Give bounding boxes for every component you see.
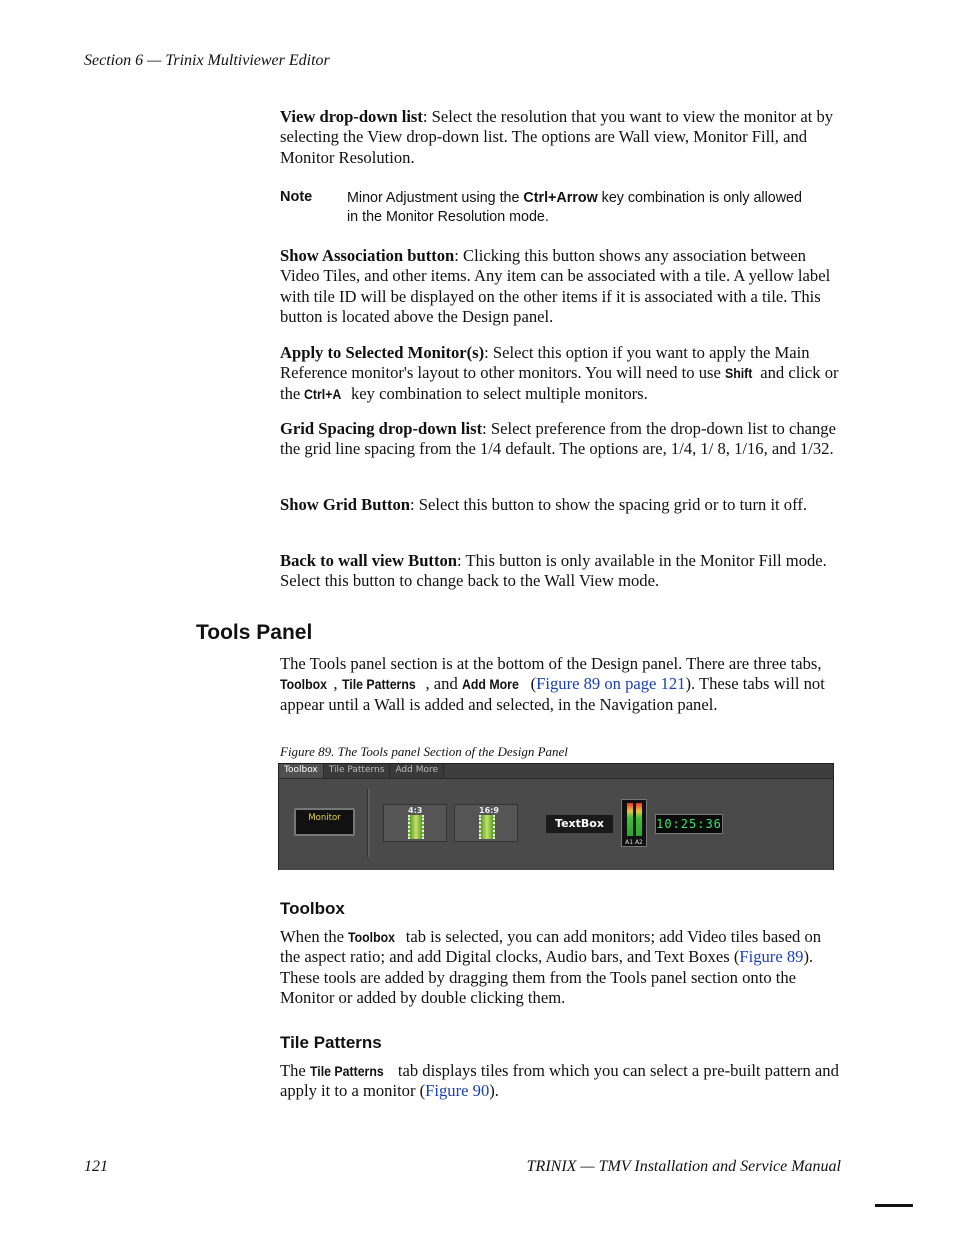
ui-tile-patterns: Tile Patterns xyxy=(341,676,416,693)
tools-panel-tabs xyxy=(279,764,444,778)
key-shift: Shift xyxy=(724,365,753,382)
monitor-tool-button[interactable] xyxy=(294,808,355,836)
video-tile-16-9-button[interactable] xyxy=(454,804,518,842)
textbox-tool-button[interactable]: TextBox xyxy=(546,815,613,833)
monitor-label: Monitor xyxy=(308,813,341,823)
toolbox-paragraph xyxy=(280,927,845,1008)
description: : Select preference from the drop-down list to change the grid line spacing from the 1/4 default. The options are, 1/4, 1/ 8, 1/16, and 1/32. xyxy=(280,419,836,459)
tools-panel-screenshot xyxy=(278,763,834,870)
note-text-part: Minor Adjustment using the xyxy=(347,190,524,206)
show-grid-paragraph xyxy=(280,495,845,515)
text: , xyxy=(333,674,342,694)
audio-bars-tool-button[interactable] xyxy=(621,799,647,847)
tile-ratio-label: 4:3 xyxy=(408,806,423,815)
term: Grid Spacing drop-down list xyxy=(280,419,483,438)
view-dropdown-paragraph xyxy=(280,107,845,168)
description: : Select the resolution that you want to view the monitor at by selecting the View drop-down list. The options are Wall view, Monitor Fill, and Monitor Resolution. xyxy=(280,107,834,167)
ui-add-more: Add More xyxy=(461,676,519,693)
text: tab displays tiles from which you can select a pre-built pattern and apply it to a monitor ( xyxy=(280,1061,839,1101)
key-combo: Ctrl+Arrow xyxy=(523,190,598,206)
description: : This button is only available in the Monitor Fill mode. Select this button to change back to the Wall View mode. xyxy=(280,551,827,591)
figure-89-link[interactable]: Figure 89 xyxy=(739,947,804,967)
term: Show Association button xyxy=(280,246,455,265)
show-association-paragraph xyxy=(280,246,845,327)
text: tab is selected, you can add monitors; add Video tiles based on the aspect ratio; and add Digital clocks, Audio bars, and Text Boxes ( xyxy=(280,927,822,967)
tab-tile-patterns[interactable]: Tile Patterns xyxy=(324,764,391,778)
term: View drop-down list xyxy=(280,107,423,126)
film-icon xyxy=(408,815,424,839)
figure-90-link[interactable]: Figure 90 xyxy=(425,1081,490,1101)
tile-patterns-paragraph xyxy=(280,1061,845,1102)
tab-toolbox[interactable]: Toolbox xyxy=(279,764,324,778)
note-text xyxy=(347,189,817,227)
description: key combination to select multiple monitors. xyxy=(346,383,648,403)
note-text-part: key combination is only allowed in the Monitor Resolution mode. xyxy=(347,190,802,225)
term: Back to wall view Button xyxy=(280,551,458,570)
text: ). xyxy=(489,1081,499,1101)
text: ( xyxy=(526,674,537,694)
audio-bar-icon xyxy=(627,803,633,836)
divider xyxy=(367,789,370,857)
ui-toolbox: Toolbox xyxy=(348,929,396,945)
subheading-toolbox: Toolbox xyxy=(280,899,345,918)
page-number: 121 xyxy=(84,1158,108,1175)
figure-caption: Figure 89. The Tools panel Section of the Design Panel xyxy=(280,744,568,759)
text: The Tools panel section is at the bottom of the Design panel. There are three tabs, xyxy=(280,654,822,673)
term: Show Grid Button xyxy=(280,495,411,514)
text: ). These tools are added by dragging them from the Tools panel section onto the Monitor or added by double clicking them. xyxy=(280,947,814,1007)
description: : Select this button to show the spacing grid or to turn it off. xyxy=(410,495,808,514)
tile-ratio-label: 16:9 xyxy=(479,806,499,815)
description: and click or the xyxy=(280,363,839,403)
audio-bar-icon xyxy=(636,803,642,836)
footer-title: TRINIX — TMV Installation and Service Manual xyxy=(526,1158,841,1175)
ui-toolbox: Toolbox xyxy=(280,676,327,693)
video-tile-4-3-button[interactable] xyxy=(383,804,447,842)
text: ). These tabs will not appear until a Wall is added and selected, in the Navigation panel. xyxy=(280,674,825,714)
footer-rule xyxy=(875,1204,913,1207)
running-header: Section 6 — Trinix Multiviewer Editor xyxy=(84,52,330,69)
text: , and xyxy=(425,674,462,694)
audio-label: A1 A2 xyxy=(625,839,643,846)
tab-add-more[interactable]: Add More xyxy=(390,764,444,778)
toolbox-area xyxy=(279,778,833,870)
tools-panel-paragraph xyxy=(280,654,845,715)
figure-89-link[interactable]: Figure 89 on page 121 xyxy=(536,674,686,694)
apply-selected-paragraph xyxy=(280,343,845,404)
digital-clock-tool-button[interactable]: 10:25:36 xyxy=(655,814,723,834)
grid-spacing-paragraph xyxy=(280,419,845,460)
back-wall-paragraph xyxy=(280,551,845,592)
key-ctrl-a: Ctrl+A xyxy=(304,385,342,402)
ui-tile-patterns: Tile Patterns xyxy=(309,1063,384,1079)
section-heading-tools-panel: Tools Panel xyxy=(196,621,313,644)
text: When the xyxy=(280,927,349,946)
film-icon xyxy=(479,815,495,839)
text: The xyxy=(280,1061,310,1080)
subheading-tile-patterns: Tile Patterns xyxy=(280,1033,382,1052)
term: Apply to Selected Monitor(s) xyxy=(280,343,485,362)
note-label: Note xyxy=(280,189,313,205)
description: : Clicking this button shows any association between Video Tiles, and other items. Any item can be associated with a tile. A yellow label with tile ID will be displayed on the other items if it is associated with a tile. This button is located above the Design panel. xyxy=(280,246,831,326)
description: : Select this option if you want to apply the Main Reference monitor's layout to other monitors. You will need to use xyxy=(280,343,810,383)
